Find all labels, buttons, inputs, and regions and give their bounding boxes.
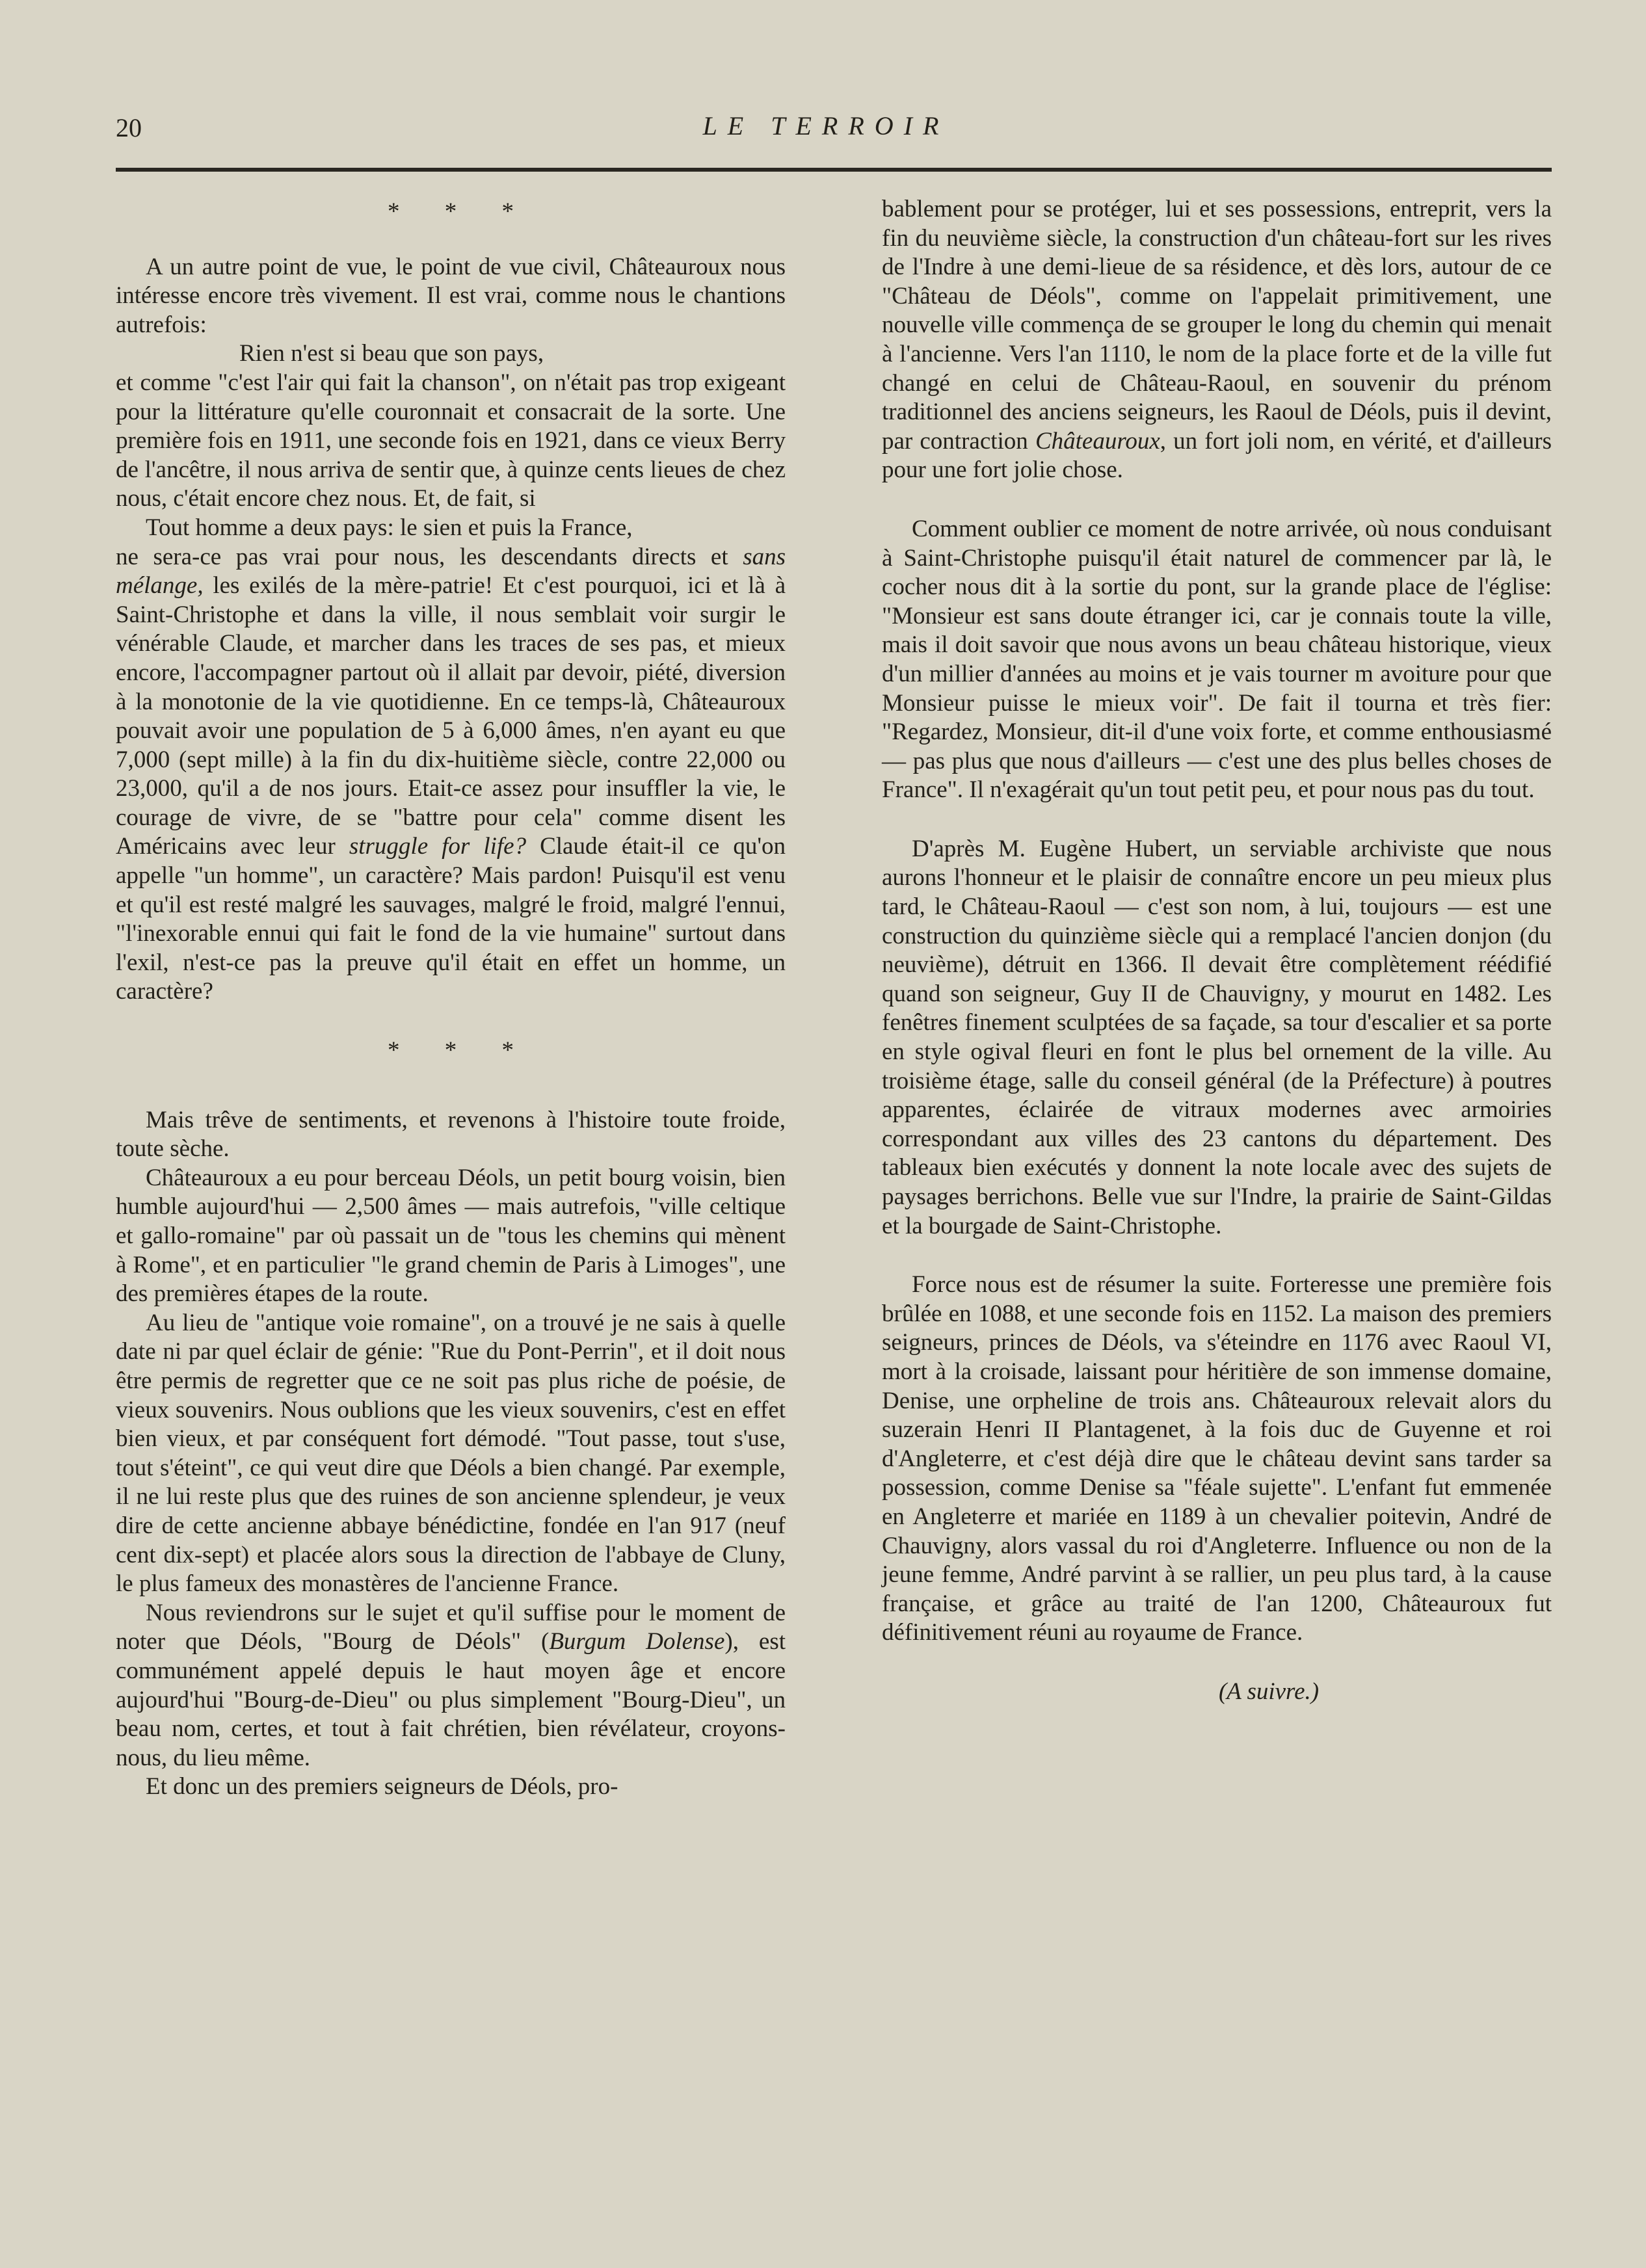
verse-line: Rien n'est si beau que son pays, (239, 340, 544, 367)
text-run: les exilés de la mère-patrie! Et c'est pourquoi, ici et là à Saint-Christophe et dans la ville, il nous semblait voir surgir le vénérable Claude, et marcher dans les traces de ses pas, et mieux encore, l'accompagner partout où il allait par devoir, piété, diversion à la monotonie de la vie quotidienne. En ce temps-là, Châteauroux pouvait avoir une population de 5 à 6,000 âmes, n'en ayant eu que 7,000 (sept mille) à la fin du dix-huitième siècle, contre 22,000 ou 23,000, qu'il a de nos jours. Etait-ce assez pour insuffler la vie, le courage de vivre, de se "battre pour cela" comme disent les Américains avec leur (116, 572, 786, 860)
paragraph: Au lieu de "antique voie romaine", on a trouvé je ne sais à quelle date ni par quel éclair de génie: "Rue du Pont-Perrin", et il doit nous être permis de regretter que ce ne soit pas plus riche de poésie, de vieux souvenirs. Nous oublions que les vieux souvenirs, c'est en effet bien vieux, et par conséquent fort démodé. "Tout passe, tout s'use, tout s'éteint", ce qui veut dire que Déols a bien changé. Par exemple, il ne lui reste plus que des ruines de son ancienne splendeur, je veux dire de cette ancienne abbaye bénédictine, fondée en l'an 917 (neuf cent dix-sept) et placée alors sous la direction de l'abbaye de Cluny, le plus fameux des monastères de l'ancienne France. (116, 1309, 786, 1598)
section-separator: * * * (388, 1037, 533, 1064)
page-number: 20 (116, 113, 142, 142)
paragraph: Et donc un des premiers seigneurs de Déols, pro- (146, 1773, 618, 1800)
to-be-continued: (A suivre.) (1218, 1678, 1320, 1705)
running-title: LE TERROIR (702, 111, 949, 140)
text-run: Nous reviendrons sur le sujet et qu'il suffise pour le moment de noter que Déols, "Bourg de Déols" ( (116, 1599, 786, 1655)
paragraph (116, 1599, 786, 1773)
paragraph-continuation: et comme "c'est l'air qui fait la chanson", on n'était pas trop exigeant pour la littérature qu'elle couronnait et consacrait de la sorte. Une première fois en 1911, une seconde fois en 1921, dans ce vieux Berry de l'ancêtre, il nous arriva de sentir que, à quinze cents lieues de chez nous, c'était encore chez nous. Et, de fait, si (116, 369, 786, 512)
text-run: bablement pour se protéger, lui et ses possessions, entreprit, vers la fin du neuvième siècle, la construction d'un château-fort sur les rives de l'Indre à une demi-lieue de sa résidence, et dès lors, autour de ce "Château de Déols", comme on l'appelait primitivement, une nouvelle ville commença de se grouper le long du chemin qui menait à l'ancienne. Vers l'an 1110, le nom de la place forte et de la ville fut changé en celui de Château-Raoul, en souvenir du prénom traditionnel des anciens seigneurs, les Raoul de Déols, puis il devint, par contraction (882, 196, 1552, 455)
italic-text: Burgum Dolense (549, 1628, 725, 1655)
italic-text: struggle for life? (349, 833, 527, 860)
paragraph: D'après M. Eugène Hubert, un serviable archiviste que nous aurons l'honneur et le plaisir de connaître encore un peu mieux plus tard, le Château-Raoul — c'est son nom, à lui, toujours — est une construction du quinzième siècle qui a remplacé l'ancien donjon (du neuvième), détruit en 1366. Il devait être complètement réédifié quand son seigneur, Guy II de Chauvigny, y mourut en 1482. Les fenêtres finement sculptées de sa façade, sa tour d'escalier et sa porte en style ogival fleuri en font le plus bel ornement de la ville. Au troisième étage, salle du conseil général (de la Préfecture) à poutres apparentes, éclairée de vitraux modernes avec armoiries correspondant aux villes des 23 cantons du département. Des tableaux bien exécutés y donnent la note locale avec des sujets de paysages berrichons. Belle vue sur l'Indre, la prairie de Saint-Gildas et la bourgade de Saint-Christophe. (882, 835, 1552, 1239)
right-column (882, 195, 1552, 1707)
paragraph: Châteauroux a eu pour berceau Déols, un petit bourg voisin, bien humble aujourd'hui — 2,500 âmes — mais autrefois, "ville celtique et gallo-romaine" par où passait un de "tous les chemins qui mènent à Rome", et en particulier "le grand chemin de Paris à Limoges", une des premières étapes de la route. (116, 1164, 786, 1308)
paragraph: Force nous est de résumer la suite. Forteresse une première fois brûlée en 1088, et une seconde fois en 1152. La maison des premiers seigneurs, princes de Déols, va s'éteindre en 1176 avec Raoul VI, mort à la croisade, laissant pour héritière de son immense domaine, Denise, une orpheline de trois ans. Châteauroux relevait alors du suzerain Henri II Plantagenet, à la fois duc de Guyenne et roi d'Angleterre, et c'est déjà dire que le château devint sans tarder sa possession, comme Denise sa "féale sujette". L'enfant fut emmenée en Angleterre et mariée en 1189 à un chevalier poitevin, André de Chauvigny, alors vassal du roi d'Angleterre. Influence ou non de la jeune femme, André parvint à se rallier, un peu plus tard, à la cause française, et grâce au traité de l'an 1200, Châteauroux fut définitivement réuni au royaume de France. (882, 1271, 1552, 1646)
italic-text: Châteauroux (1035, 427, 1160, 455)
paragraph: Comment oublier ce moment de notre arrivée, où nous conduisant à Saint-Christophe puisqu'il était naturel de commencer par là, le cocher nous dit à la sortie du pont, sur la grande place de l'église: "Monsieur est sans doute étranger ici, car je connais toute la ville, mais il doit savoir que nous avons un beau château historique, vieux d'un millier d'années au moins et je vais tourner m avoiture pour que Monsieur puisse le mieux voir". De fait il tourna et très fier: "Regardez, Monsieur, dit-il d'une voix forte, et comme enthousiasmé — pas plus que nous d'ailleurs — c'est une des plus belles choses de France". Il n'exagérait qu'un tout petit peu, et pour nous pas du tout. (882, 515, 1552, 804)
paragraph-continuation (882, 195, 1552, 485)
paragraph: Mais trêve de sentiments, et revenons à l'histoire toute froide, toute sèche. (116, 1106, 786, 1163)
italic-text: sans mélange, (116, 543, 786, 600)
text-run: ), est communément appelé depuis le haut moyen âge et encore aujourd'hui "Bourg-de-Dieu" ou plus simplement "Bourg-Dieu", un beau nom, certes, et tout à fait chrétien, bien révélateur, croyons-nous, du lieu même. (116, 1628, 786, 1771)
verse-line: Tout homme a deux pays: le sien et puis la France, (146, 514, 633, 541)
section-separator: * * * (388, 198, 533, 225)
text-run: , un fort joli nom, en vérité, et d'ailleurs pour une fort jolie chose. (882, 427, 1552, 484)
left-column (116, 195, 786, 1802)
text-run: ne sera-ce pas vrai pour nous, les descendants directs et (116, 543, 743, 570)
header-rule (116, 168, 1552, 172)
paragraph-continuation (116, 543, 786, 1007)
text-run: Claude était-il ce qu'on appelle "un homme", un caractère? Mais pardon! Puisqu'il est venu et qu'il est resté malgré les sauvages, malgré le froid, malgré l'ennui, "l'inexorable ennui qui fait le fond de la vie humaine" surtout dans l'exil, n'est-ce pas la preuve qu'il était en effet un homme, un caractère? (116, 833, 786, 1005)
paragraph: A un autre point de vue, le point de vue civil, Châteauroux nous intéresse encore très vivement. Il est vrai, comme nous le chantions autrefois: (116, 253, 786, 338)
